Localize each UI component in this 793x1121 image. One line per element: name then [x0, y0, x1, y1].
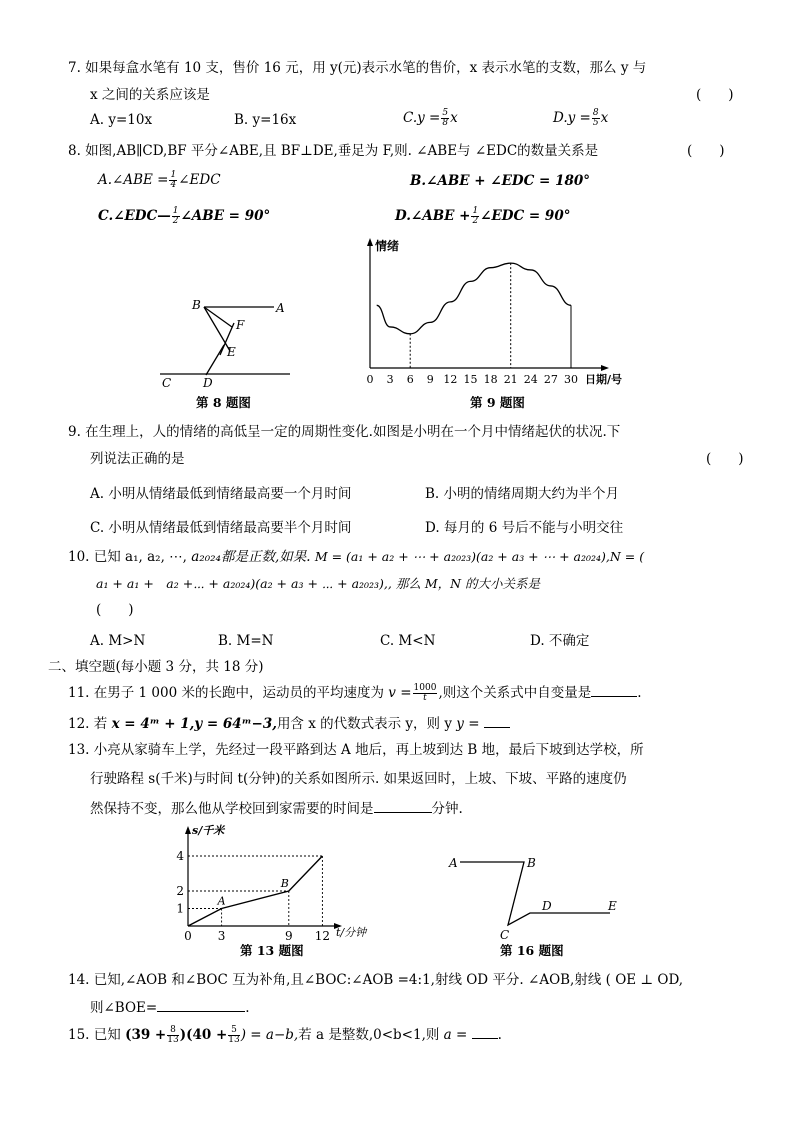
q9-option-b: B. 小明的情绪周期大约为半个月	[425, 486, 620, 502]
q7-option-d: D.y = $\frac{8}{5}$ x	[553, 108, 609, 128]
x-tick-label: 27	[543, 373, 558, 386]
q9-option-d: D. 每月的 6 号后不能与小明交往	[425, 520, 624, 536]
x-tick-label: 30	[564, 373, 578, 386]
q10-answer-paren: ( )	[96, 602, 134, 618]
x-tick-label: 21	[503, 373, 518, 386]
s-tick-label: 1	[176, 901, 184, 916]
q10-option-a: A. M>N	[90, 633, 146, 649]
y-axis-label: 情绪	[375, 239, 400, 253]
point-e-label: E	[227, 345, 236, 359]
figure-9-caption: 第 9 题图	[470, 395, 525, 410]
figure-16-caption: 第 16 题图	[500, 943, 564, 958]
figure-9-chart	[355, 234, 645, 386]
point-b-label: B	[192, 298, 201, 312]
q10-option-b: B. M=N	[218, 633, 274, 649]
point-b-label: B	[527, 856, 536, 870]
point-a-label: A	[449, 856, 458, 870]
q7-option-a: A. y=10x	[90, 112, 153, 128]
figure-16-diagram	[440, 850, 630, 942]
figure-8-caption: 第 8 题图	[196, 395, 251, 410]
q7-answer-paren: ( )	[696, 87, 734, 103]
point-b-label: B	[280, 877, 289, 890]
x-axis-label: 日期/号	[585, 373, 623, 386]
q13-answer-blank[interactable]	[374, 798, 432, 813]
q7-stem-line2: x 之间的关系应该是	[90, 87, 210, 103]
x-tick-label: 24	[523, 373, 538, 386]
point-f-label: F	[236, 318, 245, 332]
s-tick-label: 2	[176, 884, 184, 898]
point-a-label: A	[276, 301, 285, 315]
figure-8-diagram	[150, 295, 300, 391]
q13-stem-line2: 行驶路程 s(千米)与时间 t(分钟)的关系如图所示. 如果返回时，上坡、下坡、平路的速度仍	[90, 771, 627, 787]
s-tick-label: 4	[176, 849, 184, 863]
figure-13-caption: 第 13 题图	[240, 943, 304, 958]
q8-option-c: C.∠EDC— $\frac{1}{2}$ ∠ABE = 90°	[98, 206, 271, 226]
s-axis-label: s/千米	[192, 824, 225, 837]
x-axis-arrow	[601, 365, 609, 371]
x-tick-label: 0	[366, 373, 374, 386]
q8-answer-paren: ( )	[687, 143, 725, 159]
q12-answer-blank[interactable]	[484, 713, 510, 728]
q10-stem-line1: 10. 已知 a₁, a₂, ⋯, a₂₀₂₄都是正数,如果. M = (a₁ + a₂ + ⋯ + a₂₀₂₃)(a₂ + a₃ + ⋯ + a₂₀₂₄),N = (	[68, 549, 645, 565]
segment-bf	[204, 307, 232, 327]
x-tick-label: 18	[483, 373, 498, 386]
section-2-heading: 二、填空题(每小题 3 分，共 18 分)	[48, 659, 264, 675]
s-axis-arrow	[185, 826, 191, 834]
t-tick-label: 9	[284, 929, 293, 943]
q8-option-b: B.∠ABE + ∠EDC = 180°	[410, 173, 591, 189]
polyline-abcde	[460, 862, 610, 925]
x-tick-label: 15	[463, 373, 478, 386]
q9-option-c: C. 小明从情绪最低到情绪最高要半个月时间	[90, 520, 352, 536]
q7-option-c: C.y = $\frac{5}{8}$ x	[403, 108, 458, 128]
q14-answer-blank[interactable]	[157, 997, 245, 1012]
y-axis-arrow	[367, 238, 373, 246]
q7-option-b: B. y=16x	[234, 112, 297, 128]
point-a-label: A	[217, 894, 226, 908]
segment-ed	[206, 345, 224, 375]
q7-stem-line1: 7. 如果每盒水笔有 10 支，售价 16 元，用 y(元)表示水笔的售价，x 表示水笔的支数，那么 y 与	[68, 60, 647, 76]
q13-stem-line3: 然保持不变，那么他从学校回到家需要的时间是 分钟.	[90, 798, 463, 819]
q10-stem-line2: a₁ + a₁ + a₂ +⋯ + a₂₀₂₄)(a₂ + a₃ + ⋯ + a₂₀₂₃),, 那么 M，N 的大小关系是	[96, 576, 541, 591]
q15-stem: 15. 已知 (39 + $\frac{8}{13}$ )(40 + $\frac{5}{13}$ ) = a−b,若 a 是整数,0<b<1,则 a = .	[68, 1025, 502, 1045]
q13-stem-line1: 13. 小亮从家骑车上学，先经过一段平路到达 A 地后，再上坡到达 B 地，最后下坡到达学校，所	[68, 742, 644, 758]
q8-option-a: A.∠ABE = $\frac{1}{4}$ ∠EDC	[98, 170, 221, 190]
t-tick-label: 3	[217, 929, 226, 943]
q9-stem-line2: 列说法正确的是	[90, 451, 185, 467]
mood-curve	[377, 263, 571, 334]
point-c-label: C	[162, 376, 172, 390]
q8-option-d: D.∠ABE + $\frac{1}{2}$ ∠EDC = 90°	[395, 206, 571, 226]
x-tick-label: 12	[443, 373, 458, 386]
q9-stem-line1: 9. 在生理上，人的情绪的高低呈一定的周期性变化.如图是小明在一个月中情绪起伏的状况.下	[68, 424, 621, 440]
q12-stem: 12. 若 x = 4ᵐ + 1,y = 64ᵐ−3,用含 x 的代数式表示 y，则 y y =	[68, 713, 510, 734]
point-e-label: E	[608, 899, 617, 913]
figure-13-chart	[170, 820, 385, 943]
point-d-label: D	[542, 899, 552, 913]
x-tick-label: 6	[406, 373, 414, 386]
x-tick-label: 3	[386, 373, 394, 386]
point-d-label: D	[203, 376, 213, 390]
q10-option-c: C. M<N	[380, 633, 436, 649]
q9-answer-paren: ( )	[706, 451, 744, 467]
x-tick-label: 9	[426, 373, 434, 386]
q9-option-a: A. 小明从情绪最低到情绪最高要一个月时间	[90, 486, 352, 502]
q15-answer-blank[interactable]	[472, 1024, 498, 1039]
q8-stem: 8. 如图,AB∥CD,BF 平分∠ABE,且 BF⊥DE,垂足为 F,则. ∠ABE与 ∠EDC的数量关系是	[68, 143, 599, 159]
q11-stem: 11. 在男子 1 000 米的长跑中，运动员的平均速度为 v = $\frac{1000}{t}$ ,则这个关系式中自变量是 .	[68, 683, 642, 703]
point-c-label: C	[500, 928, 510, 942]
q14-stem-line2: 则∠BOE= .	[90, 997, 250, 1018]
t-tick-label: 12	[314, 929, 331, 943]
t-axis-label: t/分钟	[336, 926, 367, 939]
q10-option-d: D. 不确定	[530, 633, 590, 649]
t-tick-label: 0	[184, 929, 192, 943]
q14-stem-line1: 14. 已知,∠AOB 和∠BOC 互为补角,且∠BOC:∠AOB =4:1,射线 OD 平分. ∠AOB,射线 ( OE ⊥ OD,	[68, 972, 684, 988]
q11-answer-blank[interactable]	[591, 682, 637, 697]
